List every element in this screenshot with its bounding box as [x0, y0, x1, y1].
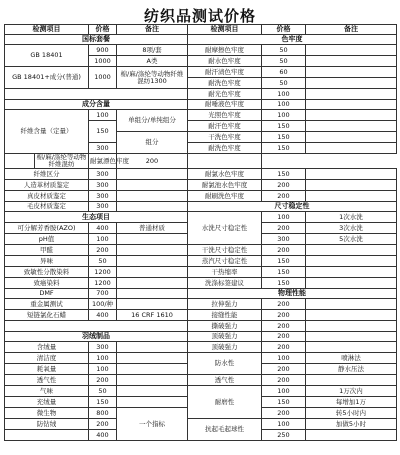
table-cell: 300	[89, 143, 117, 154]
table-cell: 100	[262, 386, 306, 397]
table-cell: GB 18401+成分(普通)	[5, 67, 89, 89]
table-cell: 150	[89, 121, 117, 143]
table-cell: 200	[262, 321, 306, 332]
table-row	[5, 245, 397, 256]
table-cell	[117, 267, 188, 278]
table-row	[5, 342, 397, 353]
table-cell	[117, 169, 188, 180]
table-cell: 光照色牢度	[188, 110, 262, 121]
table-cell	[306, 169, 397, 180]
table-cell	[306, 256, 397, 267]
table-cell: 50	[262, 56, 306, 67]
table-cell: 棉/麻/涤纶等动物纤维混纺1300	[117, 67, 188, 89]
table-cell: 喷淋法	[306, 353, 397, 364]
table-cell: 普通材质	[117, 223, 188, 234]
table-cell: 耐氯水色牢度	[188, 169, 262, 180]
table-cell: 蒸汽尺寸稳定性	[188, 256, 262, 267]
table-cell: 转5小时内	[306, 408, 397, 419]
table-cell: GB 18401	[5, 45, 89, 67]
table-cell: 一个指标	[117, 408, 188, 441]
table-cell: 200	[262, 245, 306, 256]
table-cell: 清洁度	[5, 353, 89, 364]
table-cell: 干热缩率	[188, 267, 262, 278]
table-cell: 干洗尺寸稳定性	[188, 245, 262, 256]
table-cell: 100	[262, 419, 306, 430]
page-title: 纺织品测试价格	[143, 7, 256, 25]
column-header-cell: 价格	[262, 25, 306, 35]
table-cell: 100	[89, 364, 117, 375]
table-cell: 50	[89, 386, 117, 397]
table-cell	[306, 56, 397, 67]
table-cell: 短链氯化石蜡	[5, 310, 89, 321]
table-cell: 300	[89, 342, 117, 353]
table-cell: 400	[89, 310, 117, 321]
table-cell	[306, 67, 397, 78]
table-cell	[306, 332, 397, 342]
table-cell: 耐摩擦色牢度	[188, 45, 262, 56]
table-cell	[306, 45, 397, 56]
table-cell: 顶破强力	[188, 342, 262, 353]
table-row	[5, 154, 397, 169]
table-cell: 水洗尺寸稳定性	[188, 212, 262, 245]
table-cell: 400	[89, 430, 117, 441]
table-cell: 1次水洗	[306, 212, 397, 223]
table-cell: 700	[89, 289, 117, 299]
table-row	[5, 89, 397, 100]
table-cell: 充绒量	[5, 397, 89, 408]
table-cell: 200	[262, 408, 306, 419]
table-cell: 甲醛	[5, 245, 89, 256]
table-cell: 200	[262, 191, 306, 202]
table-cell: 含绒量	[5, 342, 89, 353]
table-cell	[117, 386, 188, 397]
table-cell: 900	[89, 45, 117, 56]
table-cell	[306, 191, 397, 202]
table-cell	[117, 234, 188, 245]
table-cell	[117, 180, 188, 191]
column-header-cell: 备注	[306, 25, 397, 35]
table-cell: 150	[262, 169, 306, 180]
table-cell: 1000	[89, 67, 117, 89]
table-cell	[306, 78, 397, 89]
column-header-cell: 备注	[117, 25, 188, 35]
table-cell	[306, 89, 397, 100]
table-cell: 200	[89, 419, 117, 430]
table-row	[5, 45, 397, 56]
table-row	[5, 191, 397, 202]
table-row	[5, 299, 397, 310]
table-cell: 耐氯漂色牢度	[89, 154, 117, 169]
section-header-cell: 物理性能	[188, 289, 397, 299]
table-cell	[306, 375, 397, 386]
table-cell: 150	[262, 256, 306, 267]
table-cell	[117, 299, 188, 310]
table-cell	[306, 342, 397, 353]
table-row	[5, 375, 397, 386]
table-cell: 200	[262, 364, 306, 375]
table-cell: 200	[89, 245, 117, 256]
table-cell: 人造革材质鉴定	[5, 180, 89, 191]
table-row	[5, 419, 397, 430]
section-header-cell: 尺寸稳定性	[188, 202, 397, 212]
table-cell	[5, 89, 188, 100]
section-header-cell: 成分含量	[5, 100, 188, 110]
table-cell: 致敏性分散染料	[5, 267, 89, 278]
table-cell: 抗起毛起球性	[188, 419, 262, 441]
table-cell	[306, 278, 397, 289]
table-cell: 耐汗色牢度	[188, 121, 262, 132]
table-cell: 耐刷洗色牢度	[188, 191, 262, 202]
table-cell: 耐磨性	[188, 386, 262, 419]
table-cell: 150	[262, 121, 306, 132]
table-cell	[117, 353, 188, 364]
table-cell	[117, 397, 188, 408]
table-cell	[306, 180, 397, 191]
table-cell: 200	[262, 310, 306, 321]
table-cell: 耐水色牢度	[188, 56, 262, 67]
table-cell	[117, 375, 188, 386]
table-cell: 耐光色牢度	[188, 89, 262, 100]
table-row	[5, 67, 397, 78]
table-row	[5, 212, 397, 223]
table-cell: 60	[262, 67, 306, 78]
table-cell: 200	[262, 180, 306, 191]
table-cell: 透气性	[188, 375, 262, 386]
table-row	[5, 267, 397, 278]
table-cell	[5, 430, 89, 441]
table-cell: 800	[89, 408, 117, 419]
table-cell: 200	[262, 375, 306, 386]
table-cell: A类	[117, 56, 188, 67]
column-header-cell: 检测项目	[5, 25, 89, 35]
price-table	[4, 24, 397, 441]
table-cell: 加做5小时	[306, 419, 397, 430]
table-cell	[306, 132, 397, 143]
table-row	[5, 180, 397, 191]
table-cell: 耐氯池水色牢度	[188, 180, 262, 191]
table-cell: 真皮材质鉴定	[5, 191, 89, 202]
table-cell	[117, 342, 188, 353]
table-row	[5, 353, 397, 364]
table-cell: 顶破强力	[188, 332, 262, 342]
table-cell: 300	[89, 169, 117, 180]
table-cell: 100	[262, 212, 306, 223]
table-cell	[306, 121, 397, 132]
table-cell: 纤维含量（定量）	[5, 110, 89, 154]
table-cell: 400	[89, 223, 117, 234]
table-cell: 单组分/单纯组分	[117, 110, 188, 132]
table-cell: 可分解芳香胺(AZO)	[5, 223, 89, 234]
table-cell	[306, 100, 397, 110]
table-cell: 150	[262, 143, 306, 154]
table-cell: 静水压法	[306, 364, 397, 375]
table-cell: 300	[89, 180, 117, 191]
table-cell: 纤维区分	[5, 169, 89, 180]
table-cell: 100/种	[89, 299, 117, 310]
table-cell: 透气性	[5, 375, 89, 386]
table-cell	[117, 289, 188, 299]
table-cell: 3次水洗	[306, 223, 397, 234]
table-row	[5, 256, 397, 267]
table-cell: 耐洗色牢度	[188, 143, 262, 154]
table-cell: 150	[262, 132, 306, 143]
table-cell: 200	[262, 223, 306, 234]
table-cell: 接缝性能	[188, 310, 262, 321]
table-cell: 200	[262, 332, 306, 342]
table-cell	[117, 278, 188, 289]
table-row	[5, 310, 397, 321]
table-cell	[306, 267, 397, 278]
table-cell: 150	[262, 397, 306, 408]
table-cell: 干洗色牢度	[188, 132, 262, 143]
table-row	[5, 321, 397, 332]
table-cell: 5次水洗	[306, 234, 397, 245]
table-cell: 棉/麻/涤纶等动物纤维混纺	[35, 154, 89, 169]
section-header-cell: 色牢度	[188, 35, 397, 45]
table-row	[5, 278, 397, 289]
table-cell: 100	[89, 110, 117, 121]
table-header-row	[5, 25, 397, 35]
table-cell	[117, 191, 188, 202]
table-row	[5, 100, 397, 110]
table-cell: 100	[89, 234, 117, 245]
section-header-cell: 羽绒制品	[5, 332, 188, 342]
table-row	[5, 332, 397, 342]
table-cell: 撕破强力	[188, 321, 262, 332]
table-cell: 1200	[89, 267, 117, 278]
table-cell: 50	[262, 45, 306, 56]
table-cell: 100	[89, 353, 117, 364]
table-cell	[306, 110, 397, 121]
table-cell: 组分	[117, 132, 188, 154]
table-cell	[306, 310, 397, 321]
table-row	[5, 169, 397, 180]
table-cell: 100	[262, 110, 306, 121]
table-cell: 150	[262, 278, 306, 289]
table-cell: 250	[262, 430, 306, 441]
table-cell: 1200	[89, 278, 117, 289]
table-cell: 8项/套	[117, 45, 188, 56]
table-cell: DMF	[5, 289, 89, 299]
table-cell: 200	[117, 154, 188, 169]
table-cell: 耐汗渍色牢度	[188, 67, 262, 78]
table-cell: 100	[262, 353, 306, 364]
table-row	[5, 386, 397, 397]
table-cell: pH值	[5, 234, 89, 245]
table-cell: 防钻绒	[5, 419, 89, 430]
table-row	[5, 110, 397, 121]
table-cell	[188, 154, 262, 169]
table-cell	[306, 299, 397, 310]
table-cell: 300	[89, 191, 117, 202]
table-cell: 洗涤标签建议	[188, 278, 262, 289]
table-cell: 防水性	[188, 353, 262, 375]
table-cell: 每增加1万	[306, 397, 397, 408]
table-row	[5, 35, 397, 45]
table-cell	[306, 430, 397, 441]
table-cell	[117, 256, 188, 267]
table-cell: 100	[262, 89, 306, 100]
table-cell	[306, 321, 397, 332]
table-cell	[117, 245, 188, 256]
table-cell: 100	[262, 100, 306, 110]
table-cell: 异味	[5, 256, 89, 267]
table-cell: 300	[89, 202, 117, 212]
table-cell: 300	[262, 234, 306, 245]
table-cell	[117, 202, 188, 212]
table-cell: 耐洗色牢度	[188, 78, 262, 89]
table-cell: 毛皮材质鉴定	[5, 202, 89, 212]
table-cell	[117, 364, 188, 375]
table-cell: 拉伸强力	[188, 299, 262, 310]
table-cell: 50	[89, 256, 117, 267]
column-header-cell: 检测项目	[188, 25, 262, 35]
table-cell: 200	[262, 342, 306, 353]
table-cell	[5, 154, 35, 169]
table-cell	[306, 143, 397, 154]
table-cell: 200	[262, 299, 306, 310]
table-cell: 16 CRF 1610	[117, 310, 188, 321]
table-cell: 重金属测试	[5, 299, 89, 310]
table-cell: 气味	[5, 386, 89, 397]
table-cell: 200	[89, 375, 117, 386]
table-cell	[306, 245, 397, 256]
table-cell	[5, 321, 188, 332]
table-cell: 微生物	[5, 408, 89, 419]
table-cell: 致癌染料	[5, 278, 89, 289]
table-row	[5, 202, 397, 212]
table-cell: 1000	[89, 56, 117, 67]
table-cell: 1万次内	[306, 386, 397, 397]
table-cell: 耗氧量	[5, 364, 89, 375]
table-cell: 150	[262, 267, 306, 278]
table-cell: 耐唾液色牢度	[188, 100, 262, 110]
table-cell: 150	[89, 397, 117, 408]
column-header-cell: 价格	[89, 25, 117, 35]
section-header-cell: 国标套餐	[5, 35, 188, 45]
table-cell: 50	[262, 78, 306, 89]
section-header-cell: 生态项目	[5, 212, 188, 223]
table-row	[5, 289, 397, 299]
